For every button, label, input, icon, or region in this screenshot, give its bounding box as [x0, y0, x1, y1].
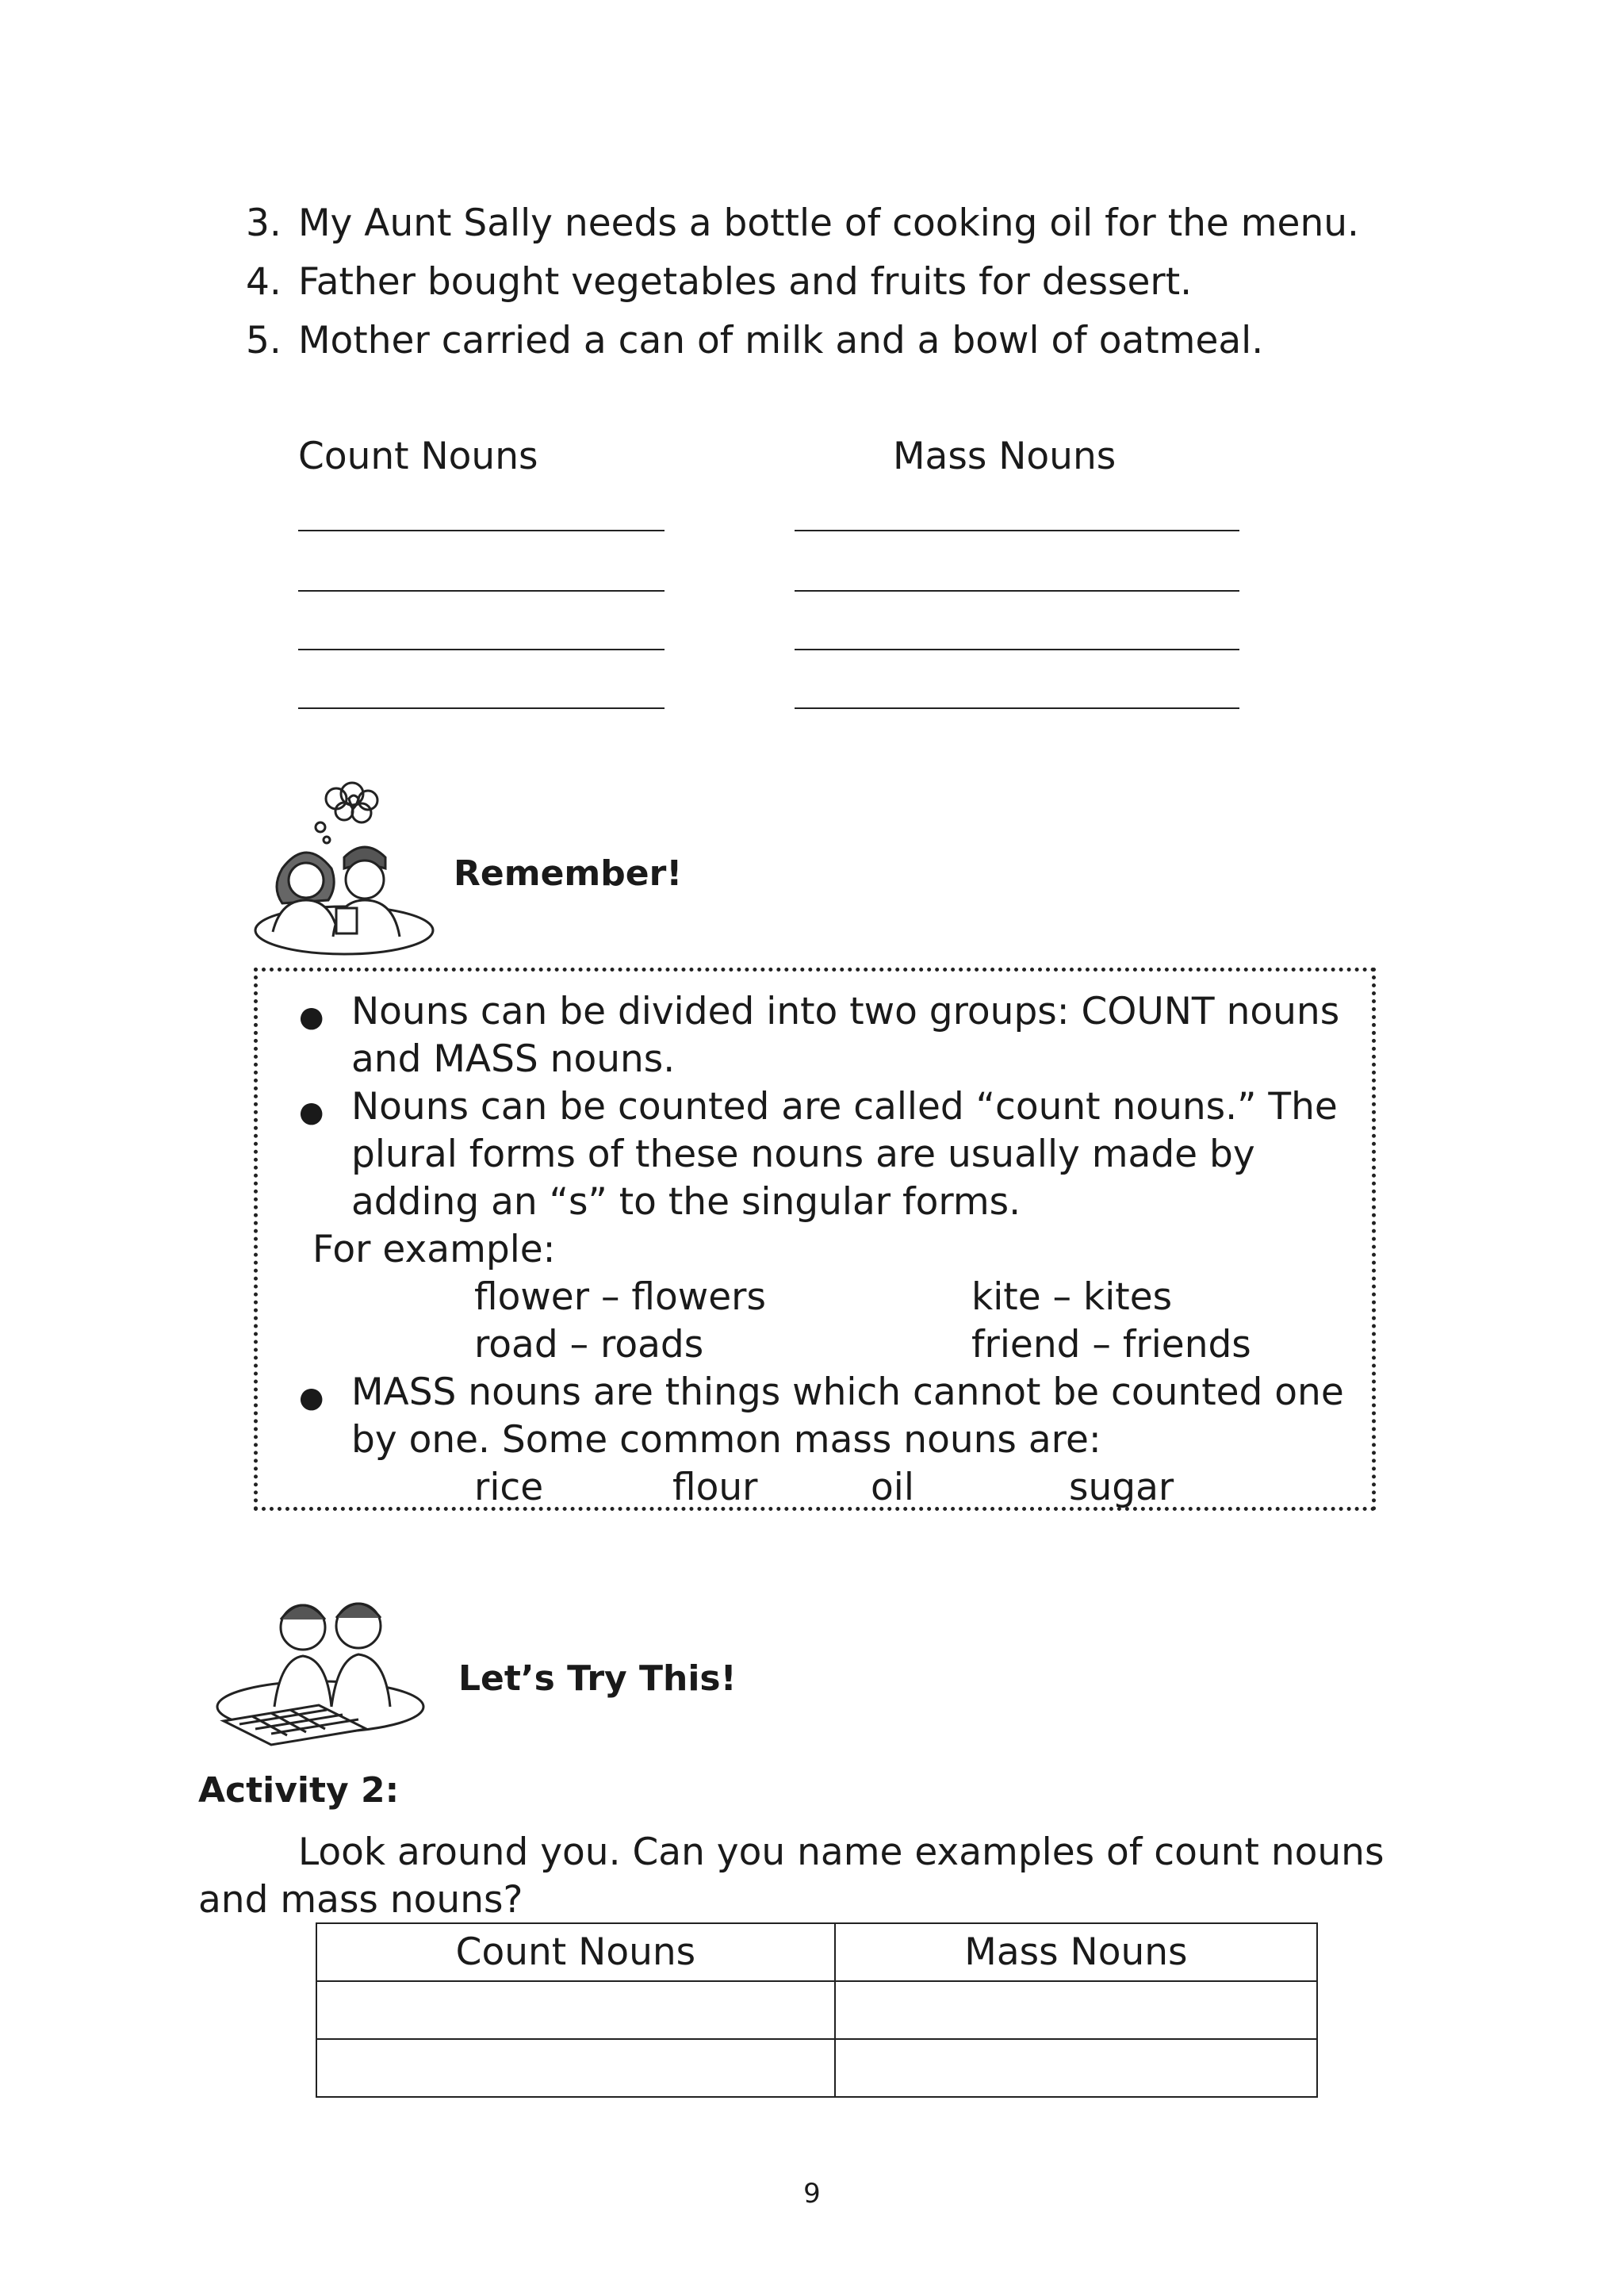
- table-header-row: [316, 1923, 1317, 1981]
- children-working-icon: [208, 1588, 439, 1746]
- remember-text: and MASS nouns.: [351, 1037, 676, 1081]
- example-pair: friend – friends: [971, 1323, 1251, 1366]
- answer-blank[interactable]: [298, 707, 665, 709]
- answer-blank[interactable]: [795, 530, 1239, 531]
- table-header: Mass Nouns: [835, 1923, 1317, 1981]
- table-cell[interactable]: [835, 2039, 1317, 2097]
- remember-text: plural forms of these nouns are usually made by: [351, 1133, 1255, 1176]
- answer-blank[interactable]: [298, 530, 665, 531]
- table-header: Count Nouns: [316, 1923, 835, 1981]
- activity-instructions: and mass nouns?: [198, 1878, 523, 1922]
- mass-example: sugar: [1069, 1466, 1174, 1509]
- item-number: 5.: [246, 319, 282, 362]
- remember-text: MASS nouns are things which cannot be counted one: [351, 1370, 1344, 1414]
- answer-blank[interactable]: [795, 707, 1239, 709]
- activity-title: Activity 2:: [198, 1770, 400, 1811]
- remember-text: Nouns can be divided into two groups: COUNT nouns: [351, 990, 1340, 1033]
- bullet-dot: ●: [299, 1001, 324, 1033]
- item-text: My Aunt Sally needs a bottle of cooking oil for the menu.: [298, 201, 1359, 245]
- table-cell[interactable]: [316, 2039, 835, 2097]
- activity-table: [316, 1922, 1318, 2098]
- item-number: 4.: [246, 260, 282, 304]
- answer-blank[interactable]: [298, 590, 665, 592]
- try-this-heading: Let’s Try This!: [458, 1658, 737, 1699]
- count-nouns-header: Count Nouns: [298, 435, 538, 478]
- remember-heading: Remember!: [454, 853, 683, 894]
- bullet-dot: ●: [299, 1096, 324, 1129]
- activity-instructions: Look around you. Can you name examples of count nouns: [298, 1830, 1385, 1874]
- answer-blank[interactable]: [795, 590, 1239, 592]
- answer-blank[interactable]: [298, 649, 665, 650]
- item-text: Father bought vegetables and fruits for dessert.: [298, 260, 1193, 304]
- remember-text: by one. Some common mass nouns are:: [351, 1418, 1101, 1462]
- mass-nouns-header: Mass Nouns: [893, 435, 1116, 478]
- example-pair: flower – flowers: [474, 1275, 766, 1319]
- example-pair: road – roads: [474, 1323, 704, 1366]
- thinking-children-icon: [251, 781, 435, 957]
- remember-text: adding an “s” to the singular forms.: [351, 1180, 1021, 1224]
- mass-example: oil: [871, 1466, 914, 1509]
- mass-example: rice: [474, 1466, 544, 1509]
- bullet-dot: ●: [299, 1382, 324, 1414]
- example-label: For example:: [312, 1228, 556, 1271]
- page-number: 9: [803, 2178, 821, 2210]
- answer-blank[interactable]: [795, 649, 1239, 650]
- mass-example: flour: [672, 1466, 758, 1509]
- item-number: 3.: [246, 201, 282, 245]
- table-cell[interactable]: [316, 1981, 835, 2039]
- remember-text: Nouns can be counted are called “count nouns.” The: [351, 1085, 1338, 1129]
- table-cell[interactable]: [835, 1981, 1317, 2039]
- item-text: Mother carried a can of milk and a bowl of oatmeal.: [298, 319, 1264, 362]
- table-row: [316, 2039, 1317, 2097]
- example-pair: kite – kites: [971, 1275, 1173, 1319]
- table-row: [316, 1981, 1317, 2039]
